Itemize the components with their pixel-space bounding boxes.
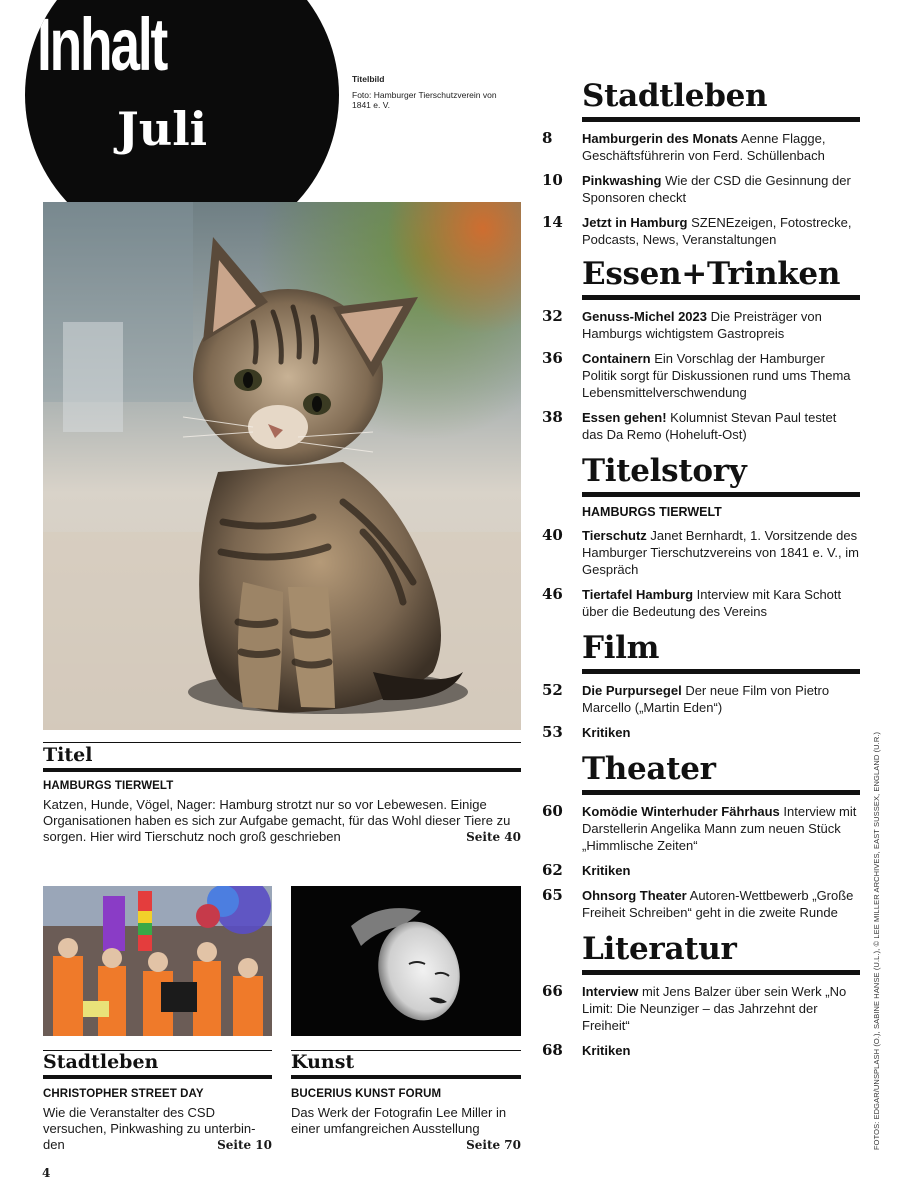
toc-entry[interactable] (542, 887, 860, 921)
toc-entry-desc: Interview mit Darstellerin Angelika Mann zum neuen Stück „Himmlische Zeiten“ (582, 804, 857, 853)
toc-entry-title: Tierschutz (582, 528, 647, 543)
toc-section-rule (582, 492, 860, 497)
toc-page-number: 40 (542, 526, 563, 544)
toc-page-number: 53 (542, 723, 563, 741)
toc-entry-desc: Aenne Flagge, Geschäftsführerin von Ferd. Schüllenbach (582, 131, 826, 163)
toc-section-literatur (542, 931, 860, 1059)
toc-section-title: Literatur (582, 931, 737, 967)
toc-section-titelstory (542, 453, 860, 620)
toc-section-title: Film (582, 630, 660, 666)
toc-entry-title: Hamburgerin des Monats (582, 131, 739, 146)
toc-entry[interactable] (542, 724, 860, 741)
csd-page-ref[interactable]: Seite 10 (217, 1138, 272, 1152)
toc-entry[interactable] (542, 682, 860, 716)
toc-entry-desc: Die Preisträger von Hamburgs wichtigstem Gastropreis (582, 309, 822, 341)
titel-top-rule (43, 742, 521, 743)
toc-entry[interactable] (542, 586, 860, 620)
toc-entry[interactable] (542, 803, 860, 854)
toc-section-title: Essen+Trinken (582, 256, 841, 292)
toc-page-number: 65 (542, 886, 563, 904)
toc-page-number: 62 (542, 861, 563, 879)
toc-entry-desc: Wie der CSD die Gesinnung der Sponsoren checkt (582, 173, 851, 205)
lee-miller-photo (291, 886, 521, 1036)
toc-entry-title: Tiertafel Hamburg (582, 587, 694, 602)
toc-entry-title: Komödie Winterhuder Fährhaus (582, 804, 780, 819)
page-title: Inhalt (37, 3, 167, 86)
issue-month: Juli (117, 102, 208, 156)
csd-teaser-body: Wie die Veranstalter des CSD versuchen, Pinkwashing zu unterbinden (43, 1105, 256, 1152)
cover-caption (352, 74, 502, 110)
toc-entry[interactable] (542, 130, 860, 164)
toc-entry[interactable] (542, 172, 860, 206)
toc-entry-desc: Kolumnist Stevan Paul testet das Da Remo (Hoheluft-Ost) (582, 410, 837, 442)
toc-section-film (542, 630, 860, 741)
kunst-teaser-text (291, 1105, 521, 1153)
kunst-subhead: BUCERIUS KUNST FORUM (291, 1088, 442, 1100)
toc-entry-desc: Ein Vorschlag der Hamburger Politik sorgt für Diskussionen rund ums Thema Lebensmittelverschwendung (582, 351, 851, 400)
toc-entry-desc: Der neue Film von Pietro Marcello („Martin Eden“) (582, 683, 830, 715)
titel-teaser-text (43, 797, 521, 845)
toc-entry-desc: mit Jens Balzer über sein Werk „No Limit: Die Neunziger – das Jahrzehnt der Freiheit“ (582, 984, 847, 1033)
toc-page-number: 68 (542, 1041, 563, 1059)
toc-entry-title: Pinkwashing (582, 173, 662, 188)
toc-entry-title: Essen gehen! (582, 410, 667, 425)
toc-entry[interactable] (542, 214, 860, 248)
toc-section-stadtleben (542, 78, 860, 248)
toc-section-rule (582, 970, 860, 975)
toc-entry-desc: Janet Bernhardt, 1. Vorsitzende des Hamburger Tierschutzvereins von 1841 e. V., im Gespräch (582, 528, 859, 577)
toc-page-number: 14 (542, 213, 563, 231)
toc-entry[interactable] (542, 409, 860, 443)
toc-entry-title: Kritiken (582, 1043, 631, 1058)
csd-bottom-rule (43, 1075, 272, 1079)
csd-section-head: Stadtleben (43, 1051, 159, 1073)
kunst-bottom-rule (291, 1075, 521, 1079)
toc-section-rule (582, 790, 860, 795)
csd-photo (43, 886, 272, 1036)
toc-section-title: Titelstory (582, 453, 747, 489)
kunst-section-head: Kunst (291, 1051, 355, 1073)
toc-entry[interactable] (542, 983, 860, 1034)
toc-page-number: 10 (542, 171, 563, 189)
toc-page-number: 60 (542, 802, 563, 820)
main-kitten-photo (43, 202, 521, 730)
titel-subhead: HAMBURGS TIERWELT (43, 780, 174, 792)
titel-section-head: Titel (43, 744, 93, 766)
toc-entry-desc: Autoren-Wettbewerb „Große Freiheit Schreiben“ geht in die zweite Runde (582, 888, 854, 920)
cover-caption-title: Titelbild (352, 74, 385, 84)
toc-entry-title: Interview (582, 984, 639, 999)
toc-entry-title: Jetzt in Hamburg (582, 215, 688, 230)
toc-section-rule (582, 295, 860, 300)
titel-page-ref[interactable]: Seite 40 (466, 830, 521, 844)
photo-credits: FOTOS: EDGAR/UNSPLASH (O.), SABINE HANSE (U.L.), © LEE MILLER ARCHIVES, EAST SUSSEX, ENGLAND (U.R.) (872, 731, 881, 1150)
csd-subhead: CHRISTOPHER STREET DAY (43, 1088, 204, 1100)
toc-section-subhead: HAMBURGS TIERWELT (582, 505, 722, 519)
csd-teaser-text (43, 1105, 272, 1153)
toc-entry[interactable] (542, 862, 860, 879)
toc-section-title: Stadtleben (582, 78, 768, 114)
toc-entry-desc: Interview mit Kara Schott über die Bedeutung des Vereins (582, 587, 842, 619)
table-of-contents (542, 78, 860, 1067)
toc-entry-title: Genuss-Michel 2023 (582, 309, 707, 324)
titel-bottom-rule (43, 768, 521, 772)
toc-entry-title: Kritiken (582, 725, 631, 740)
kunst-teaser-body: Das Werk der Fotografin Lee Miller in einer umfangreichen Ausstellung (291, 1105, 507, 1136)
toc-page-number: 8 (542, 129, 553, 147)
toc-page-number: 36 (542, 349, 563, 367)
toc-entry-title: Kritiken (582, 863, 631, 878)
toc-section-essen-trinken (542, 256, 860, 443)
toc-entry-desc: SZENEzeigen, Fotostrecke, Podcasts, News, Veranstaltungen (582, 215, 852, 247)
kunst-page-ref[interactable]: Seite 70 (466, 1138, 521, 1152)
toc-section-title: Theater (582, 751, 716, 787)
toc-page-number: 32 (542, 307, 563, 325)
titel-teaser-body: Katzen, Hunde, Vögel, Nager: Hamburg strotzt nur so vor Lebewesen. Einige Organisationen haben es sich zur Aufgabe gemacht, für das Wohl dieser Tiere zu sorgen. Hier wird Tierschutz noch groß geschrieben (43, 797, 511, 844)
toc-page-number: 52 (542, 681, 563, 699)
toc-entry[interactable] (542, 527, 860, 578)
toc-section-theater (542, 751, 860, 921)
toc-entry-title: Containern (582, 351, 651, 366)
toc-page-number: 46 (542, 585, 563, 603)
toc-entry-title: Die Purpursegel (582, 683, 682, 698)
toc-page-number: 66 (542, 982, 563, 1000)
toc-page-number: 38 (542, 408, 563, 426)
toc-entry-title: Ohnsorg Theater (582, 888, 687, 903)
toc-section-rule (582, 669, 860, 674)
toc-entry[interactable] (542, 1042, 860, 1059)
toc-section-rule (582, 117, 860, 122)
page-number: 4 (42, 1166, 51, 1180)
toc-entry[interactable] (542, 308, 860, 342)
cover-caption-text: Foto: Hamburger Tierschutzverein von 1841 e. V. (352, 90, 497, 110)
toc-entry[interactable] (542, 350, 860, 401)
